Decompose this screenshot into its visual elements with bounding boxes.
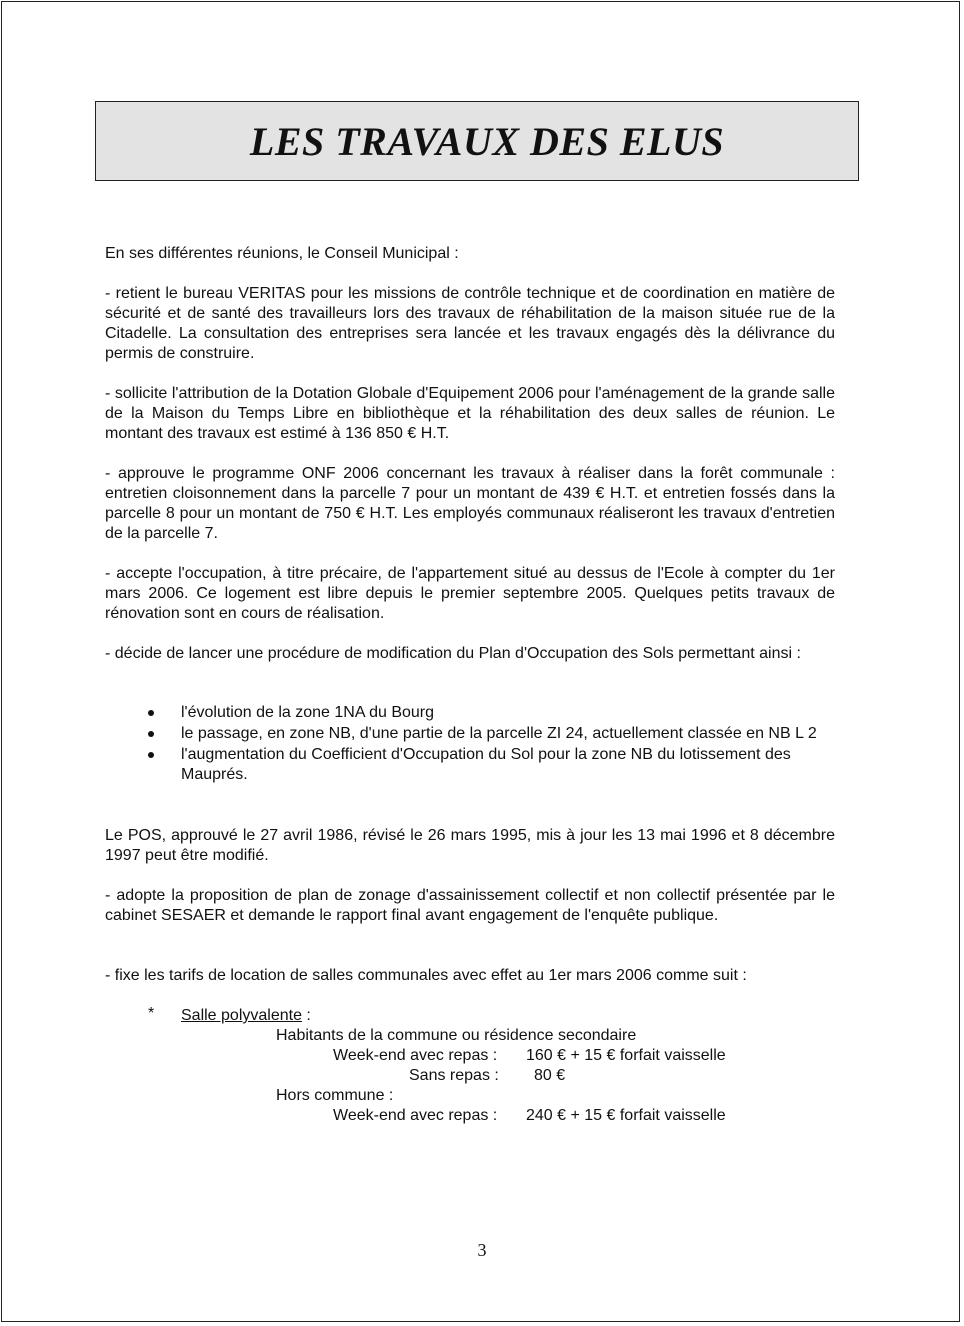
hors-commune-label: Hors commune :	[276, 1087, 394, 1104]
salle-heading: Salle polyvalente :	[181, 1007, 311, 1024]
weekend-price-hors: 240 € + 15 € forfait vaisselle	[526, 1107, 726, 1124]
bullet-dot-icon	[148, 752, 154, 758]
bullet-dot-icon	[148, 710, 154, 716]
title-banner	[95, 101, 859, 181]
paragraph-pos-intro: - décide de lancer une procédure de modification du Plan d'Occupation des Sols permettant ainsi :	[105, 645, 801, 662]
weekend-label-habitants: Week-end avec repas :	[333, 1047, 498, 1064]
page-title: LES TRAVAUX DES ELUS	[249, 118, 725, 164]
paragraph-onf: - approuve le programme ONF 2006 concernant les travaux à réaliser dans la forêt communale : entretien cloisonnement dans la parcelle 7 pour un montant de 439 € H.T. et entretien fossés dans la parcelle 8 pour un montant de 750 € H.T. Les employés communaux réaliseront les travaux d'entretien de la parcelle 7.	[105, 465, 835, 542]
pos-bullet-list	[145, 703, 835, 786]
paragraph-tarifs-intro: - fixe les tarifs de location de salles communales avec effet au 1er mars 2006 comme suit :	[105, 967, 747, 984]
paragraph-ecole: - accepte l'occupation, à titre précaire, de l'appartement situé au dessus de l'Ecole à compter du 1er mars 2006. Ce logement est libre depuis le premier septembre 2005. Quelques petits travaux de rénovation sont en cours de réalisation.	[105, 565, 835, 622]
list-item: l'évolution de la zone 1NA du Bourg	[145, 703, 835, 723]
tarif-star-marker: *	[148, 1005, 155, 1022]
sans-repas-label: Sans repas :	[409, 1067, 499, 1084]
list-item: le passage, en zone NB, d'une partie de la parcelle ZI 24, actuellement classée en NB L 2	[145, 724, 835, 744]
habitants-label: Habitants de la commune ou résidence secondaire	[276, 1027, 637, 1044]
paragraph-veritas: - retient le bureau VERITAS pour les missions de contrôle technique et de coordination en matière de sécurité et de santé des travailleurs lors des travaux de réhabilitation de la maison située rue de la Citadelle. La consultation des entreprises sera lancée et les travaux engagés dès la délivrance du permis de construire.	[105, 285, 835, 362]
salle-name: Salle polyvalente	[181, 1007, 302, 1024]
list-item: l'augmentation du Coefficient d'Occupation du Sol pour la zone NB du lotissement des Mauprés.	[145, 745, 835, 785]
bullet-dot-icon	[148, 731, 154, 737]
sans-repas-price: 80 €	[534, 1067, 566, 1084]
intro-text: En ses différentes réunions, le Conseil Municipal :	[105, 245, 459, 262]
weekend-price-habitants: 160 € + 15 € forfait vaisselle	[526, 1047, 726, 1064]
paragraph-pos-history: Le POS, approuvé le 27 avril 1986, révisé le 26 mars 1995, mis à jour les 13 mai 1996 et 8 décembre 1997 peut être modifié.	[105, 827, 835, 864]
weekend-label-hors: Week-end avec repas :	[333, 1107, 498, 1124]
paragraph-assainissement: - adopte la proposition de plan de zonage d'assainissement collectif et non collectif présentée par le cabinet SESAER et demande le rapport final avant engagement de l'enquête publique.	[105, 887, 835, 924]
page-number: 3	[477, 1240, 487, 1260]
paragraph-dotation: - sollicite l'attribution de la Dotation Globale d'Equipement 2006 pour l'aménagement de la grande salle de la Maison du Temps Libre en bibliothèque et la réhabilitation des deux salles de réunion. Le montant des travaux est estimé à 136 850 € H.T.	[105, 385, 835, 442]
